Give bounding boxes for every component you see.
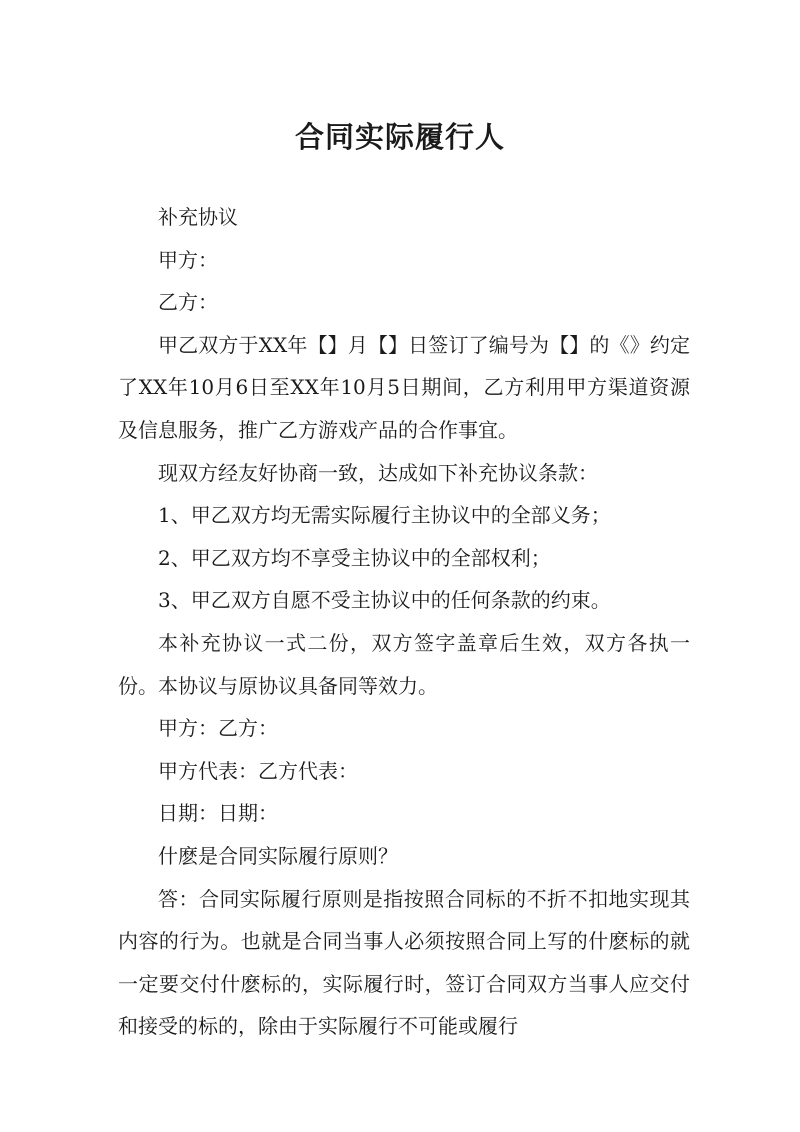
document-title: 合同实际履行人 xyxy=(294,120,505,155)
paragraph-signature-dates: 日期：日期： xyxy=(158,801,278,826)
paragraph-party-b: 乙方： xyxy=(158,290,218,315)
paragraph-clause-3: 3、甲乙双方自愿不受主协议中的任何条款的约束。 xyxy=(158,588,611,613)
paragraph-signature-parties: 甲方：乙方： xyxy=(158,716,278,741)
paragraph-supplement-heading: 补充协议 xyxy=(158,205,238,229)
paragraph-signature-representatives: 甲方代表：乙方代表： xyxy=(158,758,358,783)
paragraph-background: 甲乙双方于XX年【】月【】日签订了编号为【】的《》约定了XX年10月6日至XX年10月5日期间，乙方利用甲方渠道资源及信息服务，推广乙方游戏产品的合作事宜。 xyxy=(118,332,690,442)
document-body xyxy=(118,196,690,1048)
paragraph-question: 什麽是合同实际履行原则？ xyxy=(158,843,398,868)
paragraph-agreement-intro: 现双方经友好协商一致，达成如下补充协议条款： xyxy=(158,460,598,485)
paragraph-answer: 答：合同实际履行原则是指按照合同标的不折不扣地实现其内容的行为。也就是合同当事人必须按照合同上写的什麽标的就一定要交付什麽标的，实际履行时，签订合同双方当事人应交付和接受的标的，除由于实际履行不可能或履行 xyxy=(118,886,690,1039)
paragraph-clause-1: 1、甲乙双方均无需实际履行主协议中的全部义务； xyxy=(158,503,611,528)
paragraph-party-a: 甲方： xyxy=(158,247,218,272)
paragraph-copies: 本补充协议一式二份，双方签字盖章后生效，双方各执一份。本协议与原协议具备同等效力。 xyxy=(118,630,690,698)
paragraph-clause-2: 2、甲乙双方均不享受主协议中的全部权利； xyxy=(158,545,551,570)
